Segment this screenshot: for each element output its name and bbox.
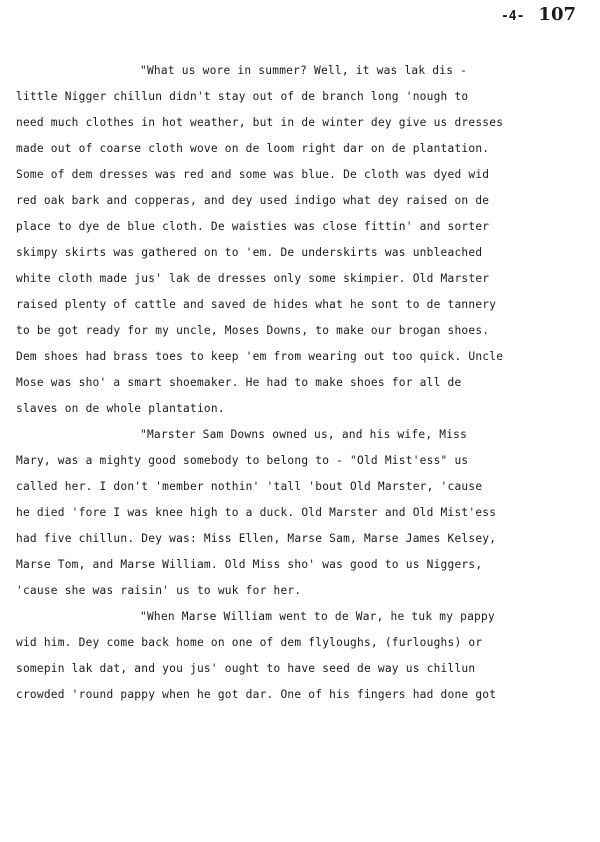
text-line: slaves on de whole plantation. bbox=[16, 402, 225, 415]
text-line: called her. I don't 'member nothin' 'tall 'bout Old Marster, 'cause bbox=[16, 480, 483, 493]
page-header bbox=[501, 4, 576, 25]
text-line: wid him. Dey come back home on one of dem flyloughs, (furloughs) or bbox=[16, 636, 483, 649]
text-line: Mary, was a mighty good somebody to belong to - "Old Mist'ess" us bbox=[16, 454, 469, 467]
text-line: had five chillun. Dey was: Miss Ellen, Marse Sam, Marse James Kelsey, bbox=[16, 532, 497, 545]
text-line: he died 'fore I was knee high to a duck. Old Marster and Old Mist'ess bbox=[16, 506, 497, 519]
text-line: Some of dem dresses was red and some was blue. De cloth was dyed wid bbox=[16, 168, 490, 181]
text-line: made out of coarse cloth wove on de loom right dar on de plantation. bbox=[16, 142, 490, 155]
page-marker: -4- bbox=[500, 9, 525, 24]
text-line: red oak bark and copperas, and dey used indigo what dey raised on de bbox=[16, 194, 490, 207]
text-line: Marse Tom, and Marse William. Old Miss sho' was good to us Niggers, bbox=[16, 558, 483, 571]
text-line: need much clothes in hot weather, but in de winter dey give us dresses bbox=[16, 116, 504, 129]
text-line: somepin lak dat, and you jus' ought to have seed de way us chillun bbox=[16, 662, 476, 675]
text-line: Mose was sho' a smart shoemaker. He had to make shoes for all de bbox=[16, 376, 462, 389]
text-line: to be got ready for my uncle, Moses Downs, to make our brogan shoes. bbox=[16, 324, 490, 337]
text-line: "What us wore in summer? Well, it was lak dis - bbox=[140, 64, 468, 77]
text-line: crowded 'round pappy when he got dar. One of his fingers had done got bbox=[16, 688, 497, 701]
text-line: place to dye de blue cloth. De waisties was close fittin' and sorter bbox=[16, 220, 490, 233]
text-line: little Nigger chillun didn't stay out of de branch long 'nough to bbox=[16, 90, 469, 103]
text-line: 'cause she was raisin' us to wuk for her. bbox=[16, 584, 302, 597]
text-line: "When Marse William went to de War, he tuk my pappy bbox=[140, 610, 495, 623]
body-text bbox=[16, 58, 576, 708]
text-line: skimpy skirts was gathered on to 'em. De underskirts was unbleached bbox=[16, 246, 483, 259]
text-line: white cloth made jus' lak de dresses only some skimpier. Old Marster bbox=[16, 272, 490, 285]
text-line: Dem shoes had brass toes to keep 'em from wearing out too quick. Uncle bbox=[16, 350, 504, 363]
page-number: 107 bbox=[538, 4, 576, 25]
text-line: raised plenty of cattle and saved de hides what he sont to de tannery bbox=[16, 298, 497, 311]
text-line: "Marster Sam Downs owned us, and his wife, Miss bbox=[140, 428, 468, 441]
